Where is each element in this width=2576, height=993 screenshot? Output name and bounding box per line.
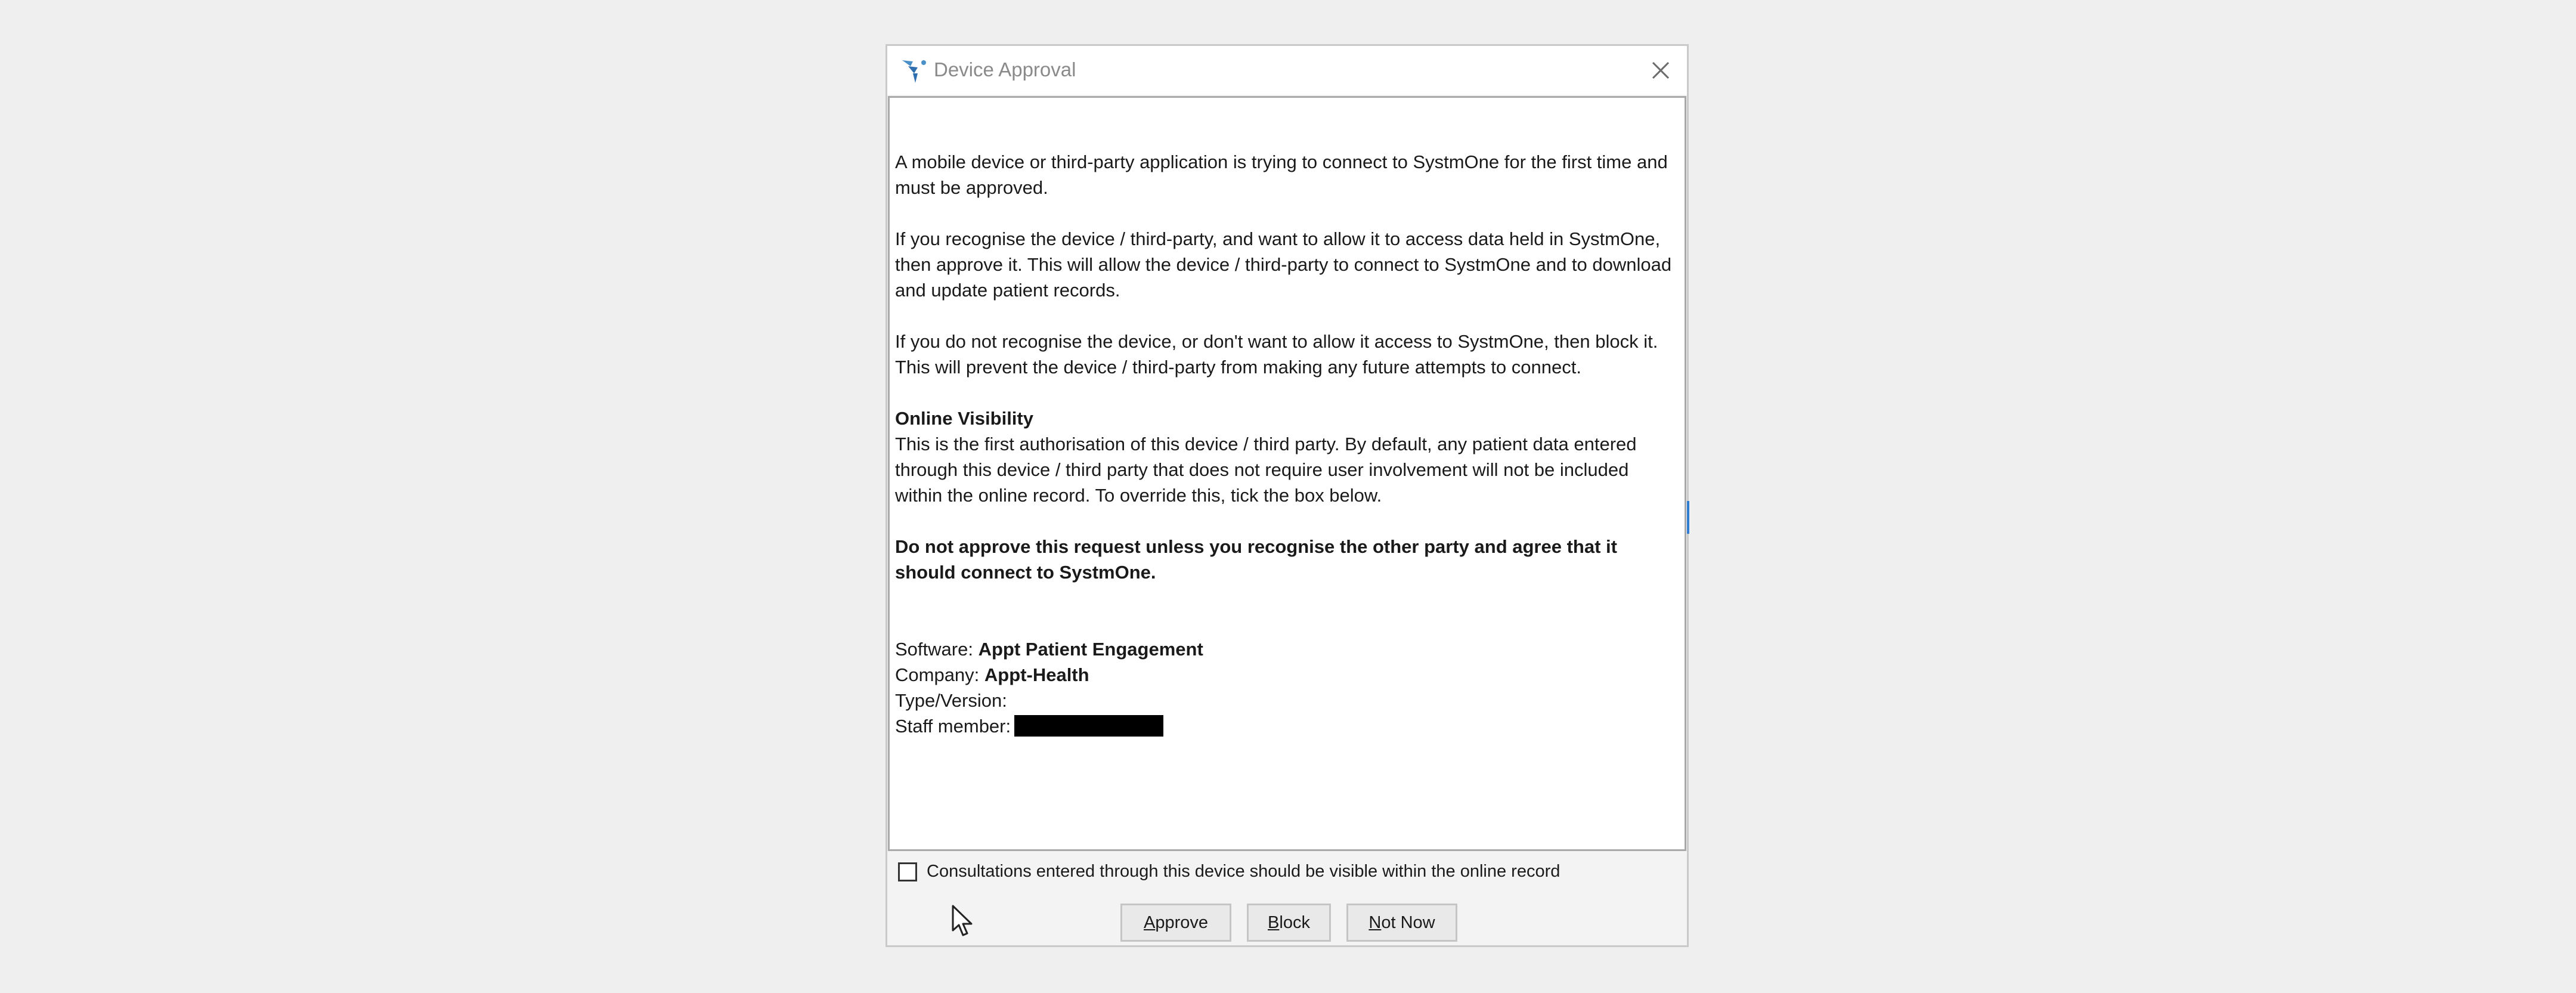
online-visibility-heading: Online Visibility [895,408,1033,429]
not-now-label: ot Now [1381,912,1435,932]
software-row [895,636,1203,662]
online-visibility-checkbox-label: Consultations entered through this device should be visible within the online record [927,862,1561,881]
close-icon [1651,60,1671,81]
systmone-logo-icon [900,55,930,85]
mouse-cursor-icon [951,904,975,939]
approve-mnemonic: A [1143,912,1156,932]
online-visibility-checkbox[interactable] [898,862,917,881]
type-version-label: Type/Version: [895,690,1007,711]
company-row [895,662,1089,688]
block-button[interactable] [1247,904,1331,942]
software-value: Appt Patient Engagement [978,639,1203,660]
close-button[interactable] [1643,53,1679,88]
approval-warning: Do not approve this request unless you recognise the other party and agree that it should connect to SystmOne. [895,536,1617,583]
block-mnemonic: B [1268,912,1280,932]
title-bar [887,46,1687,95]
company-value: Appt-Health [984,664,1089,685]
not-now-mnemonic: N [1368,912,1382,932]
approve-label: pprove [1155,912,1208,932]
not-now-button[interactable] [1346,904,1457,942]
approve-button[interactable] [1120,904,1231,942]
background-window-edge [1687,501,1689,534]
intro-paragraph: A mobile device or third-party application is trying to connect to SystmOne for the first time and must be approved. [895,151,1668,198]
staff-member-label: Staff member: [895,716,1011,737]
type-version-row [895,688,1007,713]
window-title: Device Approval [934,58,1076,81]
block-label: lock [1279,912,1310,932]
software-label: Software: [895,639,973,660]
online-visibility-text: This is the first authorisation of this device / third party. By default, any patient data entered through this device / third party that does not require user involvement will not be included within the online record. To override this, tick the box below. [895,434,1637,506]
staff-member-redacted [1014,715,1163,737]
approve-paragraph: If you recognise the device / third-party, and want to allow it to access data held in SystmOne, then approve it. This will allow the device / third-party to connect to SystmOne and to download and update patient records. [895,228,1672,301]
block-paragraph: If you do not recognise the device, or don't want to allow it access to SystmOne, then block it. This will prevent the device / third-party from making any future attempts to connect. [895,331,1658,378]
message-panel [888,96,1686,851]
online-visibility-option[interactable] [898,862,1560,881]
company-label: Company: [895,664,980,685]
staff-member-row [895,713,1163,739]
device-approval-dialog [886,44,1689,947]
